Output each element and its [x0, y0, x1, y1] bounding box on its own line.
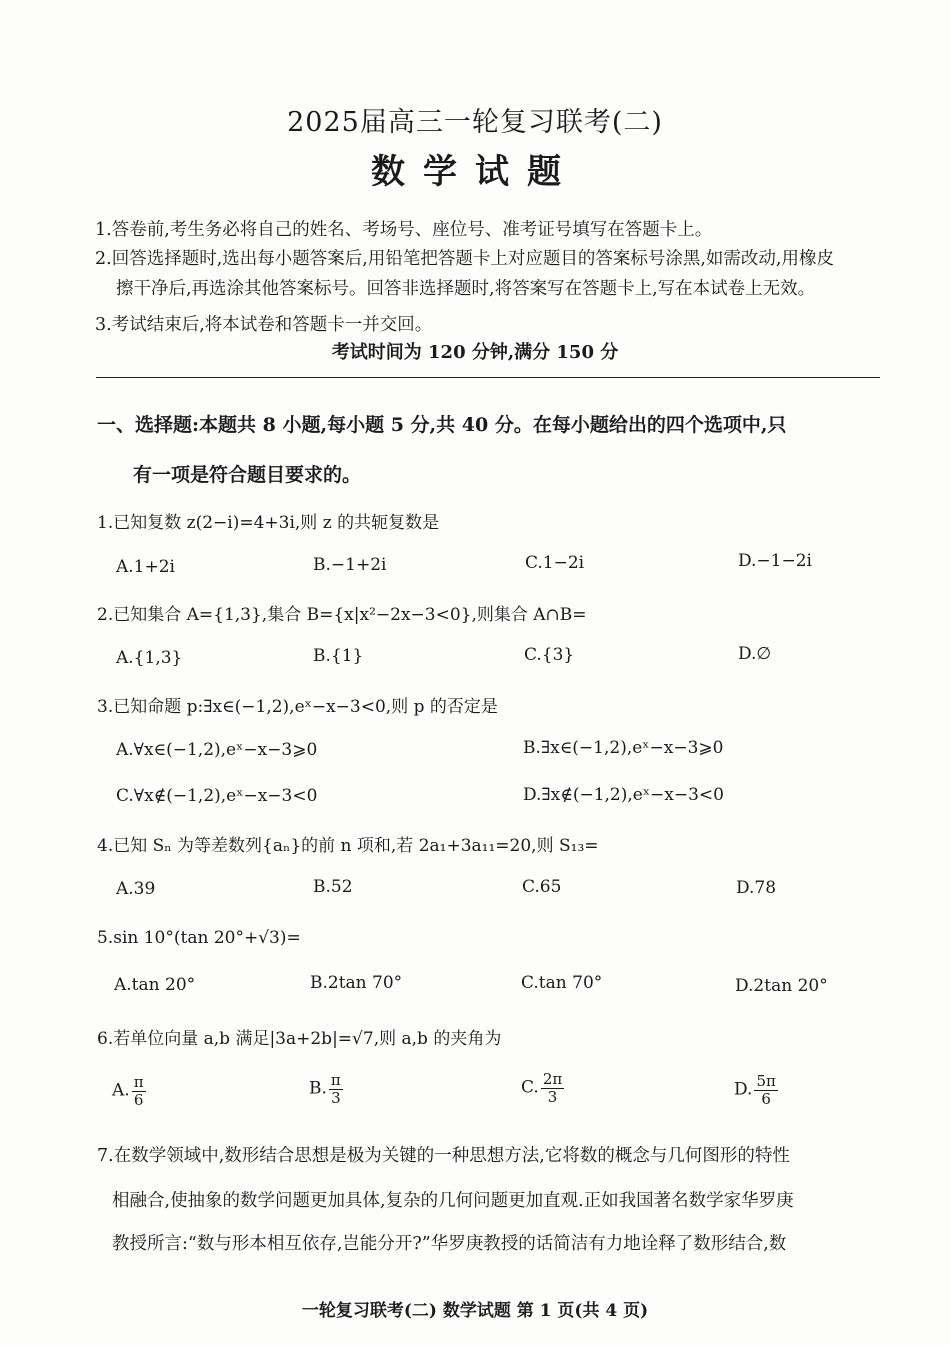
question-2-option-a: A.{1,3}: [116, 648, 183, 668]
divider-line: [96, 377, 880, 378]
fraction-numerator: π: [330, 1071, 341, 1089]
question-4-option-a: A.39: [116, 879, 156, 899]
fraction-denominator: 6: [133, 1090, 144, 1109]
question-2-option-c: C.{3}: [524, 645, 575, 665]
fraction-denominator: 3: [331, 1088, 341, 1107]
question-4-stem: 4.已知 Sₙ 为等差数列{aₙ}的前 n 项和,若 2a₁+3a₁₁=20,则 S₁₃=: [97, 836, 599, 856]
question-1-option-b: B.−1+2i: [313, 555, 387, 575]
question-4-option-c: C.65: [522, 877, 562, 897]
question-4-option-b: B.52: [313, 877, 353, 897]
section-heading-cont: 有一项是符合题目要求的。: [133, 464, 362, 486]
page-footer: 一轮复习联考(二) 数学试题 第 1 页(共 4 页): [301, 1301, 649, 1321]
question-7-line-3: 教授所言:“数与形本相互依存,岂能分开?”华罗庚教授的话简洁有力地诠释了数形结合,数: [112, 1234, 787, 1254]
question-5-stem: 5.sin 10°(tan 20°+√3)=: [97, 928, 301, 948]
option-label: A.: [112, 1080, 130, 1101]
fraction-denominator: 6: [761, 1089, 771, 1108]
fraction-numerator: 2π: [542, 1070, 563, 1088]
question-2-option-d: D.∅: [738, 644, 772, 664]
fraction-numerator: π: [133, 1073, 144, 1091]
subject-title: 数学试题: [371, 152, 579, 192]
exam-title: 2025届高三一轮复习联考(二): [287, 107, 663, 138]
question-7-line-1: 7.在数学领域中,数形结合思想是极为关键的一种思想方法,它将数的概念与几何图形的特性: [97, 1146, 790, 1166]
note-3: 3.考试结束后,将本试卷和答题卡一并交回。: [95, 315, 433, 335]
question-3-option-b: B.∃x∈(−1,2),eˣ−x−3⩾0: [523, 738, 724, 758]
note-1: 1.答卷前,考生务必将自己的姓名、考场号、座位号、准考证号填写在答题卡上。: [95, 220, 713, 240]
question-2-option-b: B.{1}: [313, 646, 364, 666]
question-6-stem: 6.若单位向量 a,b 满足|3a+2b|=√7,则 a,b 的夹角为: [97, 1029, 502, 1049]
question-3-option-c: C.∀x∉(−1,2),eˣ−x−3<0: [116, 786, 318, 806]
question-1-option-c: C.1−2i: [525, 553, 585, 573]
question-5-option-a: A.tan 20°: [114, 975, 196, 995]
question-6-option-d: [734, 1073, 778, 1107]
question-5-option-b: B.2tan 70°: [310, 973, 403, 993]
question-6-option-c: [521, 1071, 564, 1105]
note-2: 2.回答选择题时,选出每小题答案后,用铅笔把答题卡上对应题目的答案标号涂黑,如需改动,用橡皮: [95, 249, 834, 269]
question-2-stem: 2.已知集合 A={1,3},集合 B={x|x²−2x−3<0},则集合 A∩B=: [97, 605, 587, 625]
question-6-option-a: [112, 1074, 146, 1108]
exam-info: 考试时间为 120 分钟,满分 150 分: [331, 342, 619, 363]
question-5-option-d: D.2tan 20°: [735, 976, 828, 996]
question-3-stem: 3.已知命题 p:∃x∈(−1,2),eˣ−x−3<0,则 p 的否定是: [97, 697, 498, 717]
option-label: C.: [521, 1077, 539, 1098]
question-3-option-a: A.∀x∈(−1,2),eˣ−x−3⩾0: [116, 740, 318, 760]
fraction-denominator: 3: [547, 1087, 558, 1106]
question-7-line-2: 相融合,使抽象的数学问题更加具体,复杂的几何问题更加直观.正如我国著名数学家华罗庚: [112, 1191, 794, 1211]
question-6-option-b: [309, 1072, 343, 1106]
option-label: B.: [309, 1078, 327, 1099]
question-3-option-d: D.∃x∉(−1,2),eˣ−x−3<0: [523, 785, 724, 805]
question-1-option-d: D.−1−2i: [738, 551, 812, 571]
fraction-numerator: 5π: [756, 1072, 776, 1090]
question-1-stem: 1.已知复数 z(2−i)=4+3i,则 z 的共轭复数是: [97, 513, 440, 533]
option-label: D.: [734, 1079, 753, 1100]
section-heading: 一、选择题:本题共 8 小题,每小题 5 分,共 40 分。在每小题给出的四个选项中,只: [97, 414, 787, 436]
question-5-option-c: C.tan 70°: [521, 973, 603, 993]
question-4-option-d: D.78: [736, 878, 777, 898]
note-2-cont: 擦干净后,再选涂其他答案标号。回答非选择题时,将答案写在答题卡上,写在本试卷上无效。: [116, 279, 816, 299]
question-1-option-a: A.1+2i: [116, 557, 175, 577]
